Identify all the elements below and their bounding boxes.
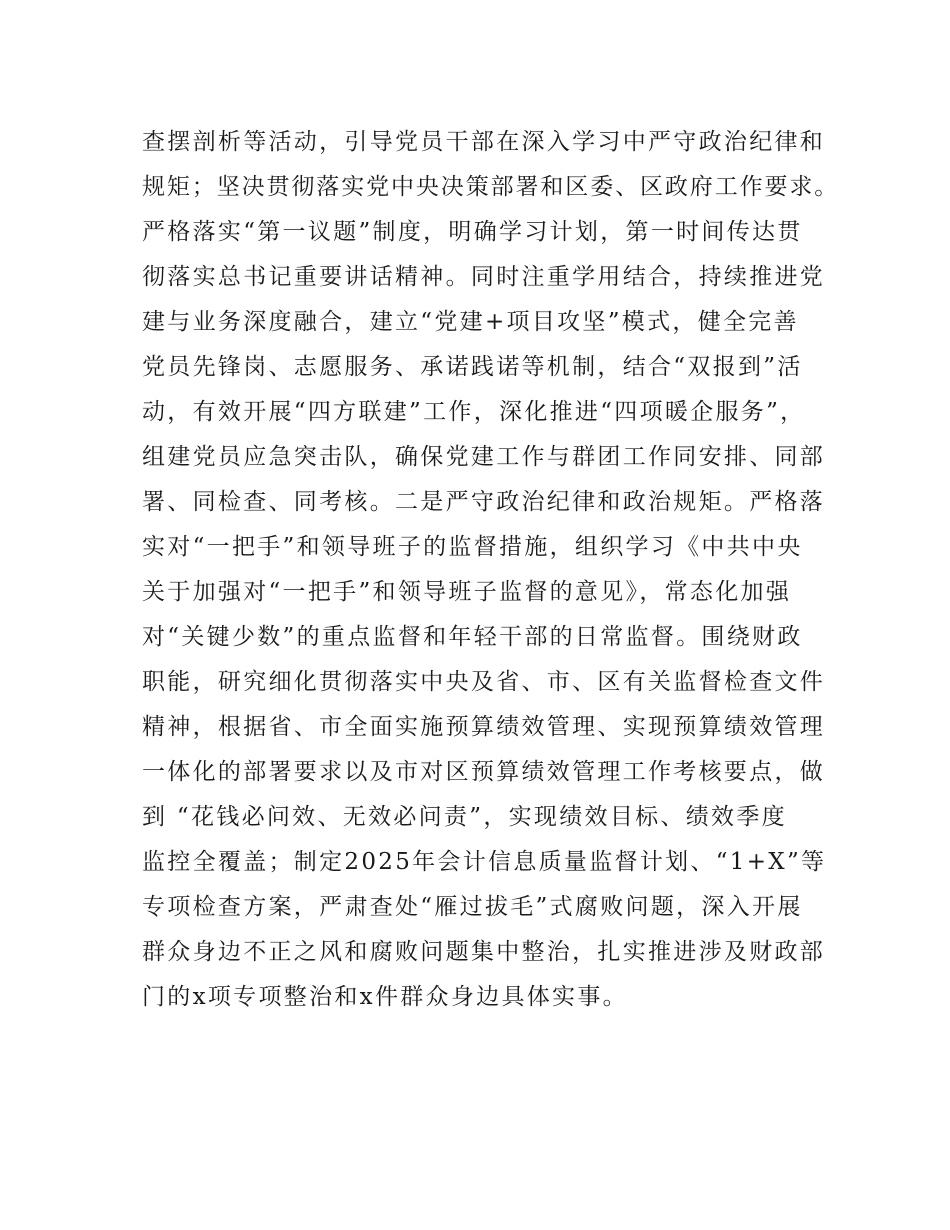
text-line-18: 专项检查方案，严肃查处“雁过拔毛”式腐败问题，深入开展	[142, 894, 803, 920]
text-line-5: 建与业务深度融合，建立“党建+项目攻坚”模式，健全完善	[142, 309, 799, 335]
text-line-8: 组建党员应急突击队，确保党建工作与群团工作同安排、同部	[142, 444, 826, 470]
text-line-3: 严格落实“第一议题”制度，明确学习计划，第一时间传达贯	[142, 219, 803, 245]
text-line-14: 精神，根据省、市全面实施预算绩效管理、实现预算绩效管理	[142, 714, 826, 740]
text-line-16: 到 “花钱必问效、无效必问责”，实现绩效目标、绩效季度	[142, 804, 787, 830]
body-paragraph	[142, 120, 842, 1020]
text-line-15: 一体化的部署要求以及市对区预算绩效管理工作考核要点，做	[142, 759, 826, 785]
text-line-20: 门的x项专项整治和x件群众身边具体实事。	[142, 984, 628, 1010]
text-line-4: 彻落实总书记重要讲话精神。同时注重学用结合，持续推进党	[142, 264, 826, 290]
text-line-6: 党员先锋岗、志愿服务、承诺践诺等机制，结合“双报到”活	[142, 354, 803, 380]
text-line-7: 动，有效开展“四方联建”工作，深化推进“四项暖企服务”，	[142, 399, 806, 425]
text-line-10: 实对“一把手”和领导班子的监督措施，组织学习《中共中央	[142, 534, 803, 560]
text-line-9: 署、同检查、同考核。二是严守政治纪律和政治规矩。严格落	[142, 489, 826, 515]
text-line-11: 关于加强对“一把手”和领导班子监督的意见》，常态化加强	[142, 579, 792, 605]
text-line-2: 规矩；坚决贯彻落实党中央决策部署和区委、区政府工作要求。	[142, 174, 840, 200]
text-line-1: 查摆剖析等活动，引导党员干部在深入学习中严守政治纪律和	[142, 129, 826, 155]
text-line-19: 群众身边不正之风和腐败问题集中整治，扎实推进涉及财政部	[142, 939, 826, 965]
text-line-12: 对“关键少数”的重点监督和年轻干部的日常监督。围绕财政	[142, 624, 803, 650]
text-line-13: 职能，研究细化贯彻落实中央及省、市、区有关监督检查文件	[142, 669, 826, 695]
text-line-17: 监控全覆盖；制定2025年会计信息质量监督计划、“1+X”等	[142, 849, 827, 875]
